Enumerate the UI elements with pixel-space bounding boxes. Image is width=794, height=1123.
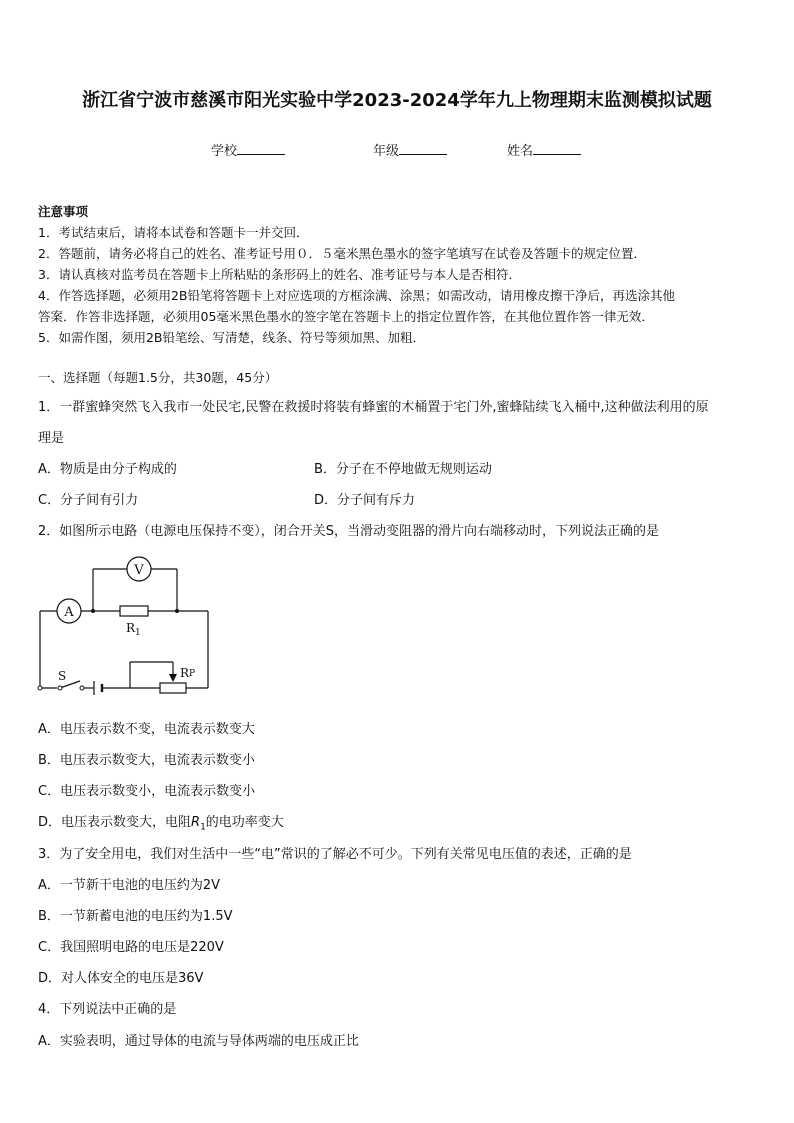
voltmeter-icon: [127, 557, 151, 581]
grade-field: [373, 140, 447, 159]
grade-label: 年级: [373, 144, 400, 159]
q2-option-c: C．电压表示数变小，电流表示数变小: [38, 784, 256, 799]
question-3-stem: 3．为了安全用电，我们对生活中一些“电”常识的了解必不可少。下列有关常见电压值的表述，正确的是: [38, 847, 632, 862]
ammeter-label: A: [64, 605, 74, 620]
switch-contact: [38, 686, 42, 690]
q3-option-b: B．一节新蓄电池的电压约为1.5V: [38, 909, 233, 924]
page-title: 浙江省宁波市慈溪市阳光实验中学2023-2024学年九上物理期末监测模拟试题: [82, 90, 712, 111]
name-label: 姓名: [507, 144, 534, 159]
svg-text:RP: [180, 666, 195, 680]
q3-option-c: C．我国照明电路的电压是220V: [38, 940, 224, 955]
rheostat-label: R: [180, 666, 190, 680]
note-item: 5．如需作图，须用2B铅笔绘、写清楚，线条、符号等须加黑、加粗．: [38, 330, 425, 345]
q4-option-a: A．实验表明，通过导体的电流与导体两端的电压成正比: [38, 1034, 359, 1049]
section-heading: 一、选择题（每题1.5分，共30题，45分）: [38, 370, 278, 385]
switch-contact: [80, 686, 84, 690]
name-blank: [533, 142, 581, 155]
note-item: 4．作答选择题，必须用2B铅笔将答题卡上对应选项的方框涂满、涂黑；如需改动，请用橡皮擦干净后，再选涂其他: [38, 288, 675, 303]
circuit-diagram: [30, 548, 230, 708]
battery-icon: [94, 681, 102, 695]
question-1-stem: 1．一群蜜蜂突然飞入我市一处民宅,民警在救援时将装有蜂蜜的木桶置于宅门外,蜜蜂陆续飞入桶中,这种做法利用的原: [38, 400, 709, 415]
rheostat-rp: [160, 666, 195, 693]
q2-option-d: D．电压表示数变大，电阻$R_1$的电功率变大: [38, 815, 284, 833]
q1-option-a: A．物质是由分子构成的: [38, 462, 177, 477]
resistor-sub: 1: [135, 628, 141, 638]
junction-dot: [175, 609, 179, 613]
school-label: 学校: [211, 144, 238, 159]
q3-option-d: D．对人体安全的电压是36V: [38, 971, 204, 986]
q1-option-d: D．分子间有斥力: [314, 493, 416, 508]
q2-option-a: A．电压表示数不变，电流表示数变大: [38, 722, 255, 737]
question-4-stem: 4．下列说法中正确的是: [38, 1002, 177, 1017]
resistor-label: R: [126, 621, 136, 635]
question-1-stem-cont: 理是: [38, 431, 65, 446]
svg-text:R1: [126, 621, 141, 638]
ammeter-icon: [57, 599, 81, 623]
school-field: [211, 140, 285, 159]
q1-option-c: C．分子间有引力: [38, 493, 139, 508]
notes-heading: 注意事项: [38, 204, 89, 219]
q2-option-b: B．电压表示数变大，电流表示数变小: [38, 753, 255, 768]
resistor-r1: [120, 606, 148, 638]
junction-dot: [91, 609, 95, 613]
grade-blank: [399, 142, 447, 155]
switch-label: S: [58, 669, 67, 683]
q3-option-a: A．一节新干电池的电压约为2V: [38, 878, 221, 893]
note-item: 3．请认真核对监考员在答题卡上所粘贴的条形码上的姓名、准考证号与本人是否相符．: [38, 267, 521, 282]
q1-option-b: B．分子在不停地做无规则运动: [314, 462, 492, 477]
rheostat-sub: P: [189, 669, 196, 679]
voltmeter-label: V: [134, 563, 144, 578]
note-item: 答案．作答非选择题，必须用05毫米黑色墨水的签字笔在答题卡上的指定位置作答，在其他位置作答一律无效．: [38, 309, 654, 324]
switch-contact: [58, 686, 62, 690]
note-item: 1．考试结束后，请将本试卷和答题卡一并交回．: [38, 225, 309, 240]
name-field: [507, 140, 581, 159]
notes: [38, 201, 760, 348]
school-blank: [237, 142, 285, 155]
note-item: 2．答题前，请务必将自己的姓名、准考证号用０．５毫米黑色墨水的签字笔填写在试卷及答题卡的规定位置．: [38, 246, 646, 261]
question-2-stem: 2．如图所示电路（电源电压保持不变），闭合开关S，当滑动变阻器的滑片向右端移动时，下列说法正确的是: [38, 524, 660, 539]
slider-arrow-icon: [169, 674, 177, 682]
